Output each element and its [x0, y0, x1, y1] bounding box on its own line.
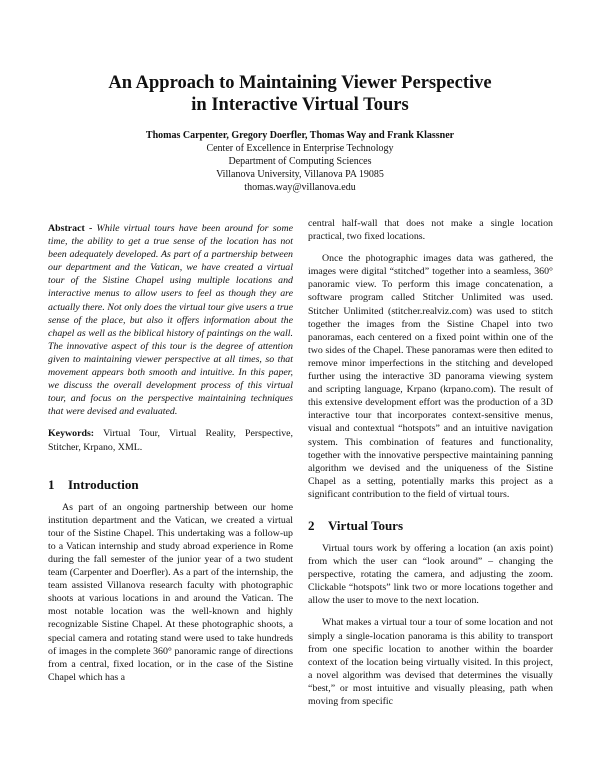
section-2-number: 2 [308, 517, 315, 533]
author-names: Thomas Carpenter, Gregory Doerfler, Thomas Way and Frank Klassner [145, 130, 455, 141]
section-1-paragraph: As part of an ongoing partnership between our home institution department and the Vatican, we created a virtual tour of the Sistine Chapel. This undertaking was a follow-up to a Vatican internship and study abroad experience in Rome during the fall semester of the junior year of a two student team (Carpenter and Doerfler). As a part of the internship, the team assisted Villanova research faculty with photographic shoots at various locations in and around the Vatican. The most notable location was the well-known and highly recognizable Sistine Chapel. At these photographic shoots, a special camera and rotating stand were used to take hundreds of images in the complete 360° panoramic range of directions from a central, fixed location, or in the case of the Sistine Chapel which has a [48, 501, 293, 683]
affiliation-center: Center of Excellence in Enterprise Technology [206, 143, 394, 154]
section-2-paragraph-1: Virtual tours work by offering a location (an axis point) from which the user can “look around” – changing the perspective, rotating the camera, and adjusting the zoom. Clickable “hotspots” link two or more locations together and allow the user to move to the next location. [308, 542, 553, 607]
affiliation-university: Villanova University, Villanova PA 19085 [216, 169, 384, 180]
section-2-paragraph-2: What makes a virtual tour a tour of some location and not simply a single-location panorama is this ability to transport from one specific location to another within the boarder context of the location being virtually visited. In this project, a novel algorithm was devised that determines the visually “best,” or most intuitive and visually pleasing, path when moving from specific [308, 617, 553, 707]
left-column [48, 222, 293, 684]
right-column [308, 217, 553, 708]
section-1-title: Introduction [68, 476, 139, 492]
section-2-heading [308, 518, 553, 534]
section-1-number: 1 [48, 476, 55, 492]
continued-paragraph: central half-wall that does not make a single location practical, two fixed locations. [308, 218, 553, 243]
title-line-1: An Approach to Maintaining Viewer Perspective [108, 73, 492, 93]
stitching-paragraph: Once the photographic images data was gathered, the images were digital “stitched” together into a seamless, 360° panoramic view. To perform this image concatenation, a software program called Stitcher Unlimited was used. Stitcher Unlimited (stitcher.realviz.com) was used to stitch together the images from the Sistine Chapel into two panoramas, each centered on a fixed point within one of the two sides of the Chapel. These panoramas were then edited to remove minor imperfections in the stitching and developed further using the interactive 3D panorama viewing system and scripting language, Krpano (krpano.com). The result of this extensive development effort was the production of a 3D interactive tour that incorporates context-sensitive menus, visual and contextual “hotspots” and an intuitive navigation system. This combination of features and functionality, together with the innovative perspective maintaining panning algorithm we devised and the uniqueness of the Sistine Chapel as a setting, potentially marks this project as a significant contribution to the field of virtual tours. [308, 253, 553, 500]
keywords [48, 427, 293, 453]
abstract-label: Abstract - [48, 223, 93, 234]
affiliation-department: Department of Computing Sciences [228, 156, 372, 167]
abstract [48, 222, 293, 418]
paper-title [40, 72, 560, 116]
keywords-text: Virtual Tour, Virtual Reality, Perspective, Stitcher, Krpano, XML. [48, 428, 293, 453]
keywords-label: Keywords: [48, 428, 95, 440]
abstract-text: While virtual tours have been around for some time, the ability to get a true sense of the location has not been adequately developed. As part of a partnership between our department and the Vatican, we have created a virtual tour of the Sistine Chapel using multiple locations and interactive menus to allow users to feel as though they are actually there. Not only does the virtual tour give users a true sense of the place, but also it offers information about the chapel as well as the biblical history of paintings on the wall. The innovative aspect of this tour is the degree of attention given to maintaining viewer perspective at all times, so that movement appears both smooth and intuitive. In this paper, we discuss the overall development process of this virtual tour, and focus on the perspective maintaining techniques that were devised and evaluated. [48, 223, 294, 418]
title-line-2: in Interactive Virtual Tours [191, 95, 409, 115]
author-block [40, 129, 560, 194]
section-1-heading [48, 477, 293, 493]
author-email: thomas.way@villanova.edu [244, 182, 356, 193]
section-2-title: Virtual Tours [328, 517, 404, 533]
